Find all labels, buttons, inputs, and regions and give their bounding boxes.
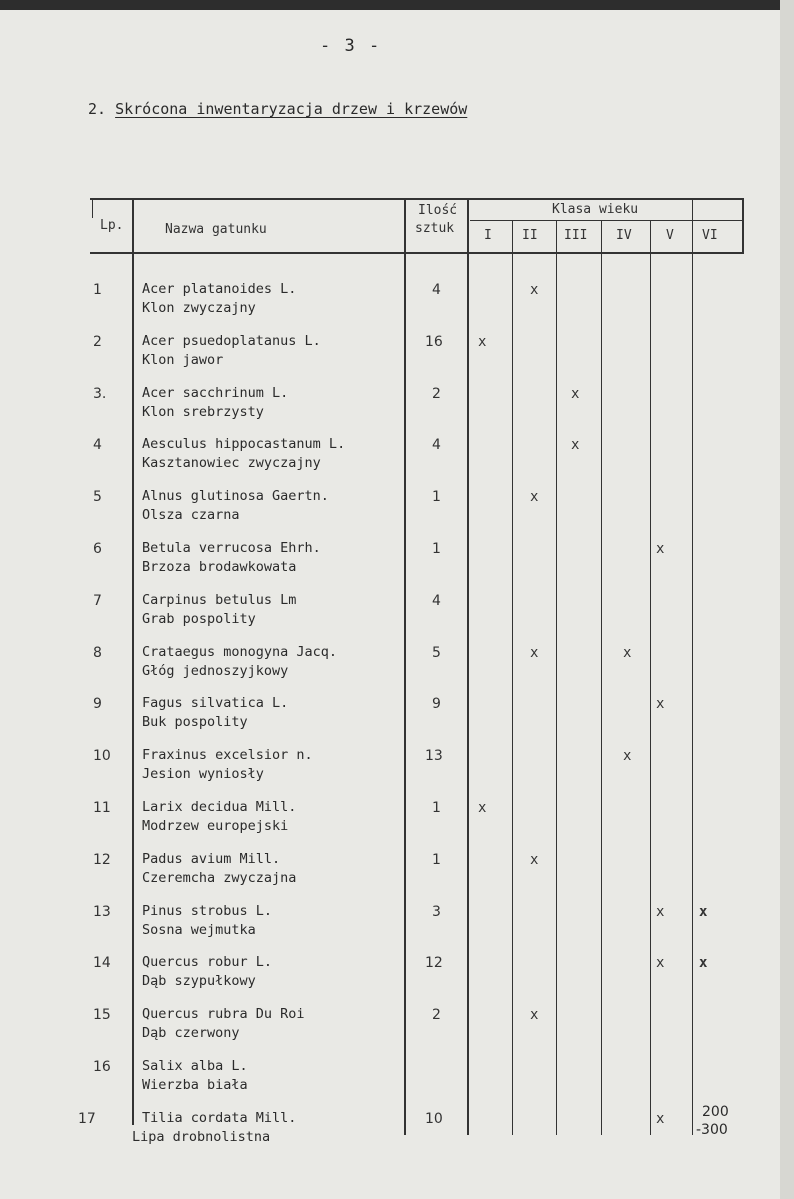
- row-lp: 12: [93, 852, 111, 868]
- species-latin-name: Alnus glutinosa Gaertn.: [142, 488, 329, 504]
- column-divider-class-1: [512, 221, 513, 1135]
- species-polish-name: Grab pospolity: [142, 611, 256, 627]
- species-latin-name: Pinus strobus L.: [142, 903, 273, 919]
- row-lp: 7: [93, 593, 102, 609]
- species-latin-name: Larix decidua Mill.: [142, 799, 297, 815]
- age-class-mark: x: [656, 904, 665, 920]
- row-note-line2: -300: [696, 1122, 728, 1138]
- row-species: [142, 591, 296, 629]
- section-number: 2.: [88, 100, 107, 118]
- header-bottom-border: [90, 252, 744, 254]
- species-polish-name: Sosna wejmutka: [142, 922, 256, 938]
- species-latin-name: Quercus rubra Du Roi: [142, 1006, 305, 1022]
- table-left-border: [92, 198, 93, 218]
- page-number: - 3 -: [320, 36, 382, 56]
- age-class-mark: x: [656, 1111, 665, 1127]
- scan-right-edge: [780, 0, 794, 1199]
- species-polish-name: Klon zwyczajny: [142, 300, 256, 316]
- species-polish-name: Lipa drobnolistna: [132, 1129, 271, 1145]
- age-class-mark: x: [571, 437, 580, 453]
- column-divider-name: [404, 200, 406, 1135]
- row-lp: 13: [93, 904, 111, 920]
- row-count: 16: [425, 334, 443, 350]
- header-class-vi: VI: [702, 228, 718, 243]
- row-lp: 15: [93, 1007, 111, 1023]
- row-lp: 5: [93, 489, 102, 505]
- row-lp: 1: [93, 282, 102, 298]
- species-latin-name: Acer psuedoplatanus L.: [142, 333, 321, 349]
- column-divider-class-4: [650, 221, 651, 1135]
- age-class-mark: x: [656, 696, 665, 712]
- row-lp: 2: [93, 334, 102, 350]
- species-latin-name: Crataegus monogyna Jacq.: [142, 644, 338, 660]
- header-age-class: Klasa wieku: [552, 202, 639, 217]
- species-latin-name: Fagus silvatica L.: [142, 695, 289, 711]
- row-species: [142, 953, 272, 991]
- row-lp: 11: [93, 800, 111, 816]
- row-species: [142, 332, 321, 370]
- age-class-mark: x: [530, 852, 539, 868]
- row-species: [142, 902, 272, 940]
- row-species: [142, 435, 345, 473]
- row-count: 4: [432, 593, 441, 609]
- row-note-line1: 200: [702, 1104, 729, 1120]
- column-divider-count: [467, 200, 469, 1135]
- row-species: [142, 280, 296, 318]
- age-class-mark: x: [530, 282, 539, 298]
- row-count: 10: [425, 1111, 443, 1127]
- species-polish-name: Brzoza brodawkowata: [142, 559, 297, 575]
- age-class-mark: x: [478, 800, 487, 816]
- species-latin-name: Quercus robur L.: [142, 954, 273, 970]
- row-species: [142, 1057, 248, 1095]
- age-class-mark: x: [571, 386, 580, 402]
- section-heading: [88, 100, 467, 118]
- column-divider-lp: [132, 200, 134, 1125]
- age-class-mark: x: [530, 1007, 539, 1023]
- row-count: 12: [425, 955, 443, 971]
- row-count: 1: [432, 852, 441, 868]
- row-lp: 17: [78, 1111, 96, 1127]
- row-species: [142, 746, 313, 784]
- row-count: 1: [432, 800, 441, 816]
- species-latin-name: Betula verrucosa Ehrh.: [142, 540, 321, 556]
- row-lp: 6: [93, 541, 102, 557]
- row-lp: 10: [93, 748, 111, 764]
- row-count: 2: [432, 386, 441, 402]
- age-class-mark: x: [623, 645, 632, 661]
- row-species: [132, 1109, 297, 1147]
- species-latin-name: Padus avium Mill.: [142, 851, 281, 867]
- row-lp: 9: [93, 696, 102, 712]
- species-polish-name: Głóg jednoszyjkowy: [142, 663, 289, 679]
- species-polish-name: Dąb szypułkowy: [142, 973, 256, 989]
- species-latin-name: Carpinus betulus Lm: [142, 592, 297, 608]
- species-polish-name: Dąb czerwony: [142, 1025, 240, 1041]
- row-lp: 4: [93, 437, 102, 453]
- table-right-border: [742, 200, 744, 254]
- column-divider-class-2: [556, 221, 557, 1135]
- row-count: 1: [432, 489, 441, 505]
- header-count-line1: Ilość: [418, 203, 458, 218]
- header-class-iii: III: [564, 228, 588, 243]
- row-count: 1: [432, 541, 441, 557]
- age-class-mark: x: [656, 541, 665, 557]
- age-class-mark: x: [530, 489, 539, 505]
- section-title: Skrócona inwentaryzacja drzew i krzewów: [115, 100, 468, 118]
- species-latin-name: Aesculus hippocastanum L.: [142, 436, 346, 452]
- species-polish-name: Kasztanowiec zwyczajny: [142, 455, 321, 471]
- header-class-ii: II: [522, 228, 538, 243]
- age-class-mark: x: [530, 645, 539, 661]
- row-species: [142, 539, 321, 577]
- header-class-i: I: [484, 228, 492, 243]
- age-class-mark: x: [699, 955, 708, 971]
- row-count: 2: [432, 1007, 441, 1023]
- age-class-mark: x: [656, 955, 665, 971]
- header-class-iv: IV: [616, 228, 632, 243]
- table-top-border: [90, 198, 744, 200]
- row-species: [142, 643, 337, 681]
- column-divider-class-3: [601, 221, 602, 1135]
- row-species: [142, 798, 296, 836]
- age-class-mark: x: [478, 334, 487, 350]
- species-polish-name: Wierzba biała: [142, 1077, 248, 1093]
- species-polish-name: Czeremcha zwyczajna: [142, 870, 297, 886]
- species-polish-name: Klon srebrzysty: [142, 404, 264, 420]
- species-polish-name: Buk pospolity: [142, 714, 248, 730]
- species-polish-name: Jesion wyniosły: [142, 766, 264, 782]
- row-lp: 14: [93, 955, 111, 971]
- row-species: [142, 1005, 305, 1043]
- species-polish-name: Modrzew europejski: [142, 818, 289, 834]
- row-count: 13: [425, 748, 443, 764]
- row-lp: 16: [93, 1059, 111, 1075]
- species-polish-name: Klon jawor: [142, 352, 224, 368]
- species-latin-name: Acer platanoides L.: [142, 281, 297, 297]
- row-count: 5: [432, 645, 441, 661]
- column-divider-class-5: [692, 200, 693, 1135]
- species-latin-name: Fraxinus excelsior n.: [142, 747, 313, 763]
- row-count: 4: [432, 437, 441, 453]
- row-count: 4: [432, 282, 441, 298]
- row-species: [142, 384, 288, 422]
- row-count: 3: [432, 904, 441, 920]
- row-species: [142, 850, 296, 888]
- row-lp: 3.: [93, 386, 107, 402]
- header-class-v: V: [666, 228, 674, 243]
- header-species-name: Nazwa gatunku: [165, 222, 267, 237]
- species-polish-name: Olsza czarna: [142, 507, 240, 523]
- header-lp: Lp.: [100, 218, 124, 233]
- species-latin-name: Tilia cordata Mill.: [142, 1110, 297, 1126]
- row-species: [142, 694, 288, 732]
- age-class-mark: x: [699, 904, 708, 920]
- row-count: 9: [432, 696, 441, 712]
- scan-top-edge: [0, 0, 794, 10]
- header-count-line2: sztuk: [415, 221, 455, 236]
- age-class-mark: x: [623, 748, 632, 764]
- species-latin-name: Salix alba L.: [142, 1058, 248, 1074]
- row-lp: 8: [93, 645, 102, 661]
- species-latin-name: Acer sacchrinum L.: [142, 385, 289, 401]
- row-species: [142, 487, 329, 525]
